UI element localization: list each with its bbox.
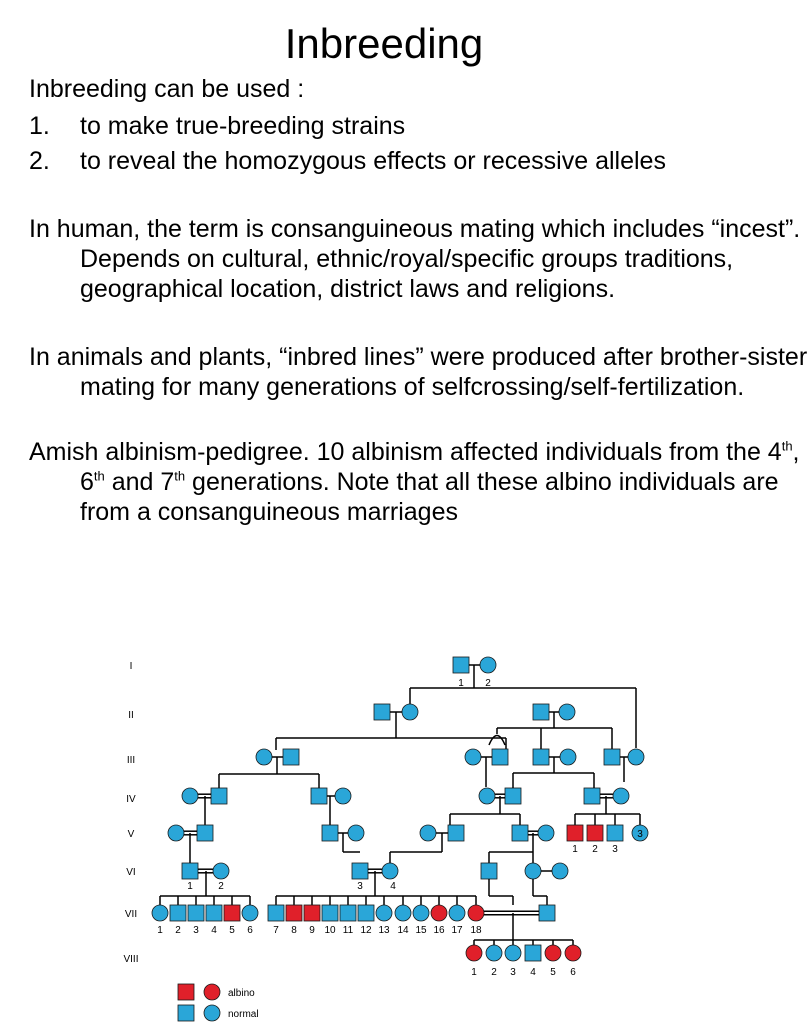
affected-male-symbol [587,825,603,841]
gen-vi-label: 4 [390,881,396,892]
intro-text: Inbreeding can be used : [29,75,305,103]
male-symbol [533,749,549,765]
gen-viii-label: 1 [471,967,477,978]
generation-label: I [129,661,133,672]
male-symbol [268,905,284,921]
female-symbol [628,749,644,765]
gen-viii-label: 6 [570,967,576,978]
male-symbol [492,749,508,765]
female-symbol [348,825,364,841]
male-symbol [584,788,600,804]
gen-vii-label: 3 [193,925,199,936]
female-symbol [152,905,168,921]
gen-vii-label: 9 [309,925,315,936]
male-symbol [322,825,338,841]
female-symbol [213,863,229,879]
gen-vii-label: 5 [229,925,235,936]
female-symbol [182,788,198,804]
male-symbol [182,863,198,879]
female-symbol [505,945,521,961]
female-symbol [413,905,429,921]
gen-vii-label: 4 [211,925,217,936]
male-symbol [188,905,204,921]
affected-female-symbol [545,945,561,961]
list-number-1: 1. [29,112,50,140]
generation-label: IV [126,794,136,805]
affected-female-symbol [204,984,220,1000]
gen-vii-label: 2 [175,925,181,936]
male-symbol [481,863,497,879]
gen-v-label: 3 [612,844,618,855]
gen-v-label: 2 [592,844,598,855]
generation-label: VIII [123,954,139,965]
gen-v-circle-number: 3 [637,829,643,840]
paragraph-human: In human, the term is consanguineous mating which includes “incest”. Depends on cultural, ethnic/royal/specific groups traditions, geographical location, district laws and religions. [29,215,801,303]
affected-female-symbol [468,905,484,921]
albinism-pedigree-diagram [110,648,650,1024]
male-symbol [512,825,528,841]
legend-albino-label: albino [228,988,255,999]
gen-vii-label: 10 [324,925,336,936]
female-symbol [486,945,502,961]
male-symbol [539,905,555,921]
list-number-2: 2. [29,147,50,175]
female-symbol [242,905,258,921]
affected-female-symbol [466,945,482,961]
gen-vii-label: 14 [397,925,409,936]
female-symbol [479,788,495,804]
gen-v-label: 1 [572,844,578,855]
amish-text-2: , 6 [80,438,800,496]
female-symbol [204,1005,220,1021]
gen-viii-label: 4 [530,967,536,978]
male-symbol [178,1005,194,1021]
amish-sup-2: th [93,468,105,484]
male-symbol [206,905,222,921]
list-item-1: to make true-breeding strains [80,112,406,140]
amish-sup-1: th [781,438,793,454]
amish-text-3: and 7 [104,468,175,496]
paragraph-animals: In animals and plants, “inbred lines” were produced after brother-sister mating for many generations of selfcrossing/self-fertilization. [29,343,808,401]
female-symbol [559,704,575,720]
list-item-2: to reveal the homozygous effects or recessive alleles [80,147,666,175]
female-symbol [449,905,465,921]
male-symbol [505,788,521,804]
male-symbol [170,905,186,921]
affected-male-symbol [286,905,302,921]
male-symbol [374,704,390,720]
gen-vii-label: 15 [415,925,427,936]
female-symbol [382,863,398,879]
gen-vii-label: 18 [470,925,482,936]
gen-i-label: 1 [458,678,464,689]
affected-male-symbol [304,905,320,921]
male-symbol [197,825,213,841]
affected-female-symbol [431,905,447,921]
paragraph-amish [29,437,810,527]
male-symbol [607,825,623,841]
male-symbol [322,905,338,921]
gen-viii-label: 3 [510,967,516,978]
female-symbol [560,749,576,765]
gen-viii-label: 5 [550,967,556,978]
gen-vii-label: 1 [157,925,163,936]
slide-title: Inbreeding [284,20,484,67]
affected-male-symbol [224,905,240,921]
affected-female-symbol [565,945,581,961]
gen-vi-label: 2 [218,881,224,892]
male-symbol [453,657,469,673]
female-symbol [395,905,411,921]
female-symbol [168,825,184,841]
male-symbol [211,788,227,804]
generation-label: VI [126,867,136,878]
gen-vii-label: 8 [291,925,297,936]
gen-vii-label: 7 [273,925,279,936]
male-symbol [525,945,541,961]
affected-male-symbol [567,825,583,841]
gen-vii-label: 13 [378,925,390,936]
female-symbol [480,657,496,673]
female-symbol [376,905,392,921]
generation-label: VII [124,909,138,920]
amish-text-1: Amish albinism-pedigree. 10 albinism affected individuals from the 4 [29,438,782,466]
female-symbol [552,863,568,879]
generation-label: III [126,755,136,766]
gen-vii-label: 16 [433,925,445,936]
female-symbol [256,749,272,765]
male-symbol [283,749,299,765]
male-symbol [311,788,327,804]
male-symbol [352,863,368,879]
female-symbol [465,749,481,765]
pedigree-line [489,736,505,746]
generation-label: V [127,829,135,840]
amish-text-4: generations. Note that all these albino individuals are from a consanguineous marriages [80,468,779,526]
gen-vii-label: 6 [247,925,253,936]
generation-label: II [128,710,134,721]
gen-vii-label: 12 [360,925,372,936]
female-symbol [613,788,629,804]
female-symbol [420,825,436,841]
gen-vi-label: 3 [357,881,363,892]
female-symbol [335,788,351,804]
affected-male-symbol [178,984,194,1000]
gen-vii-label: 11 [342,925,354,936]
legend-normal-label: normal [228,1009,259,1020]
gen-vii-label: 17 [451,925,463,936]
male-symbol [533,704,549,720]
male-symbol [340,905,356,921]
amish-sup-3: th [174,468,186,484]
female-symbol [525,863,541,879]
male-symbol [448,825,464,841]
gen-viii-label: 2 [491,967,497,978]
male-symbol [604,749,620,765]
female-symbol [538,825,554,841]
gen-i-label: 2 [485,678,491,689]
male-symbol [358,905,374,921]
gen-vi-label: 1 [187,881,193,892]
female-symbol [402,704,418,720]
